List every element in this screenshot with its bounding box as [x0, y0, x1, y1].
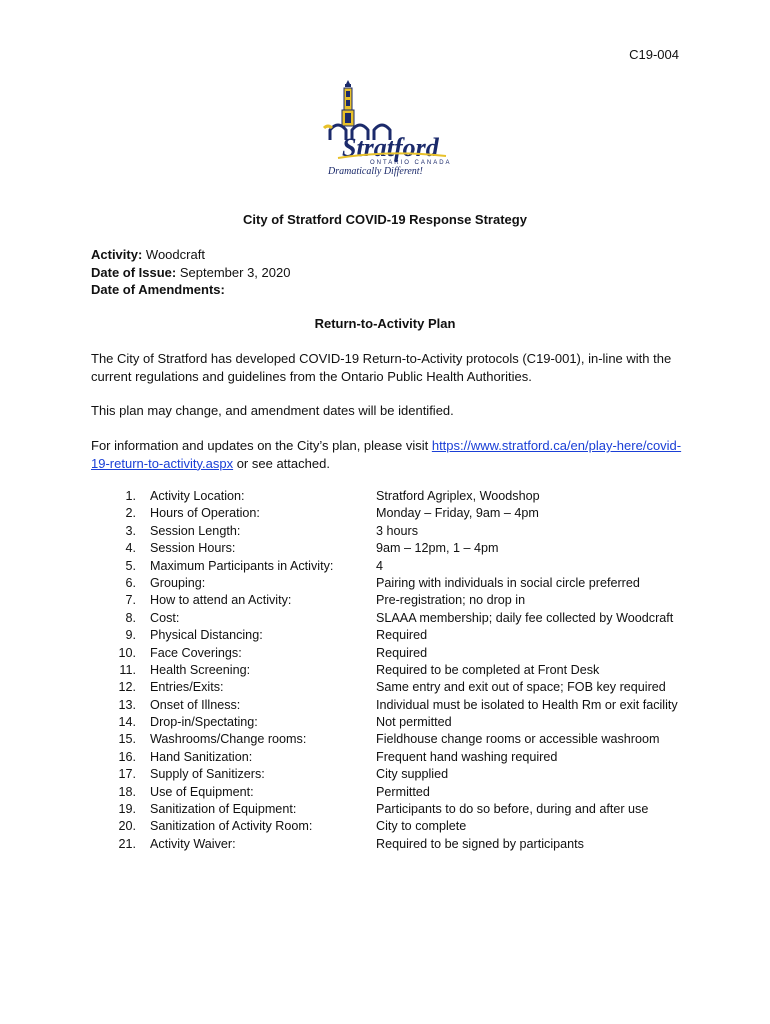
item-value: Required — [376, 628, 428, 643]
item-number: 14. — [118, 715, 136, 730]
item-value: Required to be signed by participants — [376, 836, 584, 851]
item-label: Grouping: — [150, 575, 206, 590]
item-value: Pairing with individuals in social circle preferred — [376, 575, 640, 590]
item-value: Monday – Friday, 9am – 4pm — [376, 506, 539, 521]
item-number: 5. — [125, 558, 136, 573]
item-value: Fieldhouse change rooms or accessible washroom — [376, 732, 660, 747]
list-item — [110, 505, 690, 522]
item-value: 4 — [376, 558, 384, 573]
item-label: Drop-in/Spectating: — [150, 715, 258, 730]
amendments-line — [91, 281, 290, 299]
item-label: Session Length: — [150, 523, 241, 538]
item-number: 20. — [118, 819, 136, 834]
document-title: City of Stratford COVID-19 Response Strategy — [243, 212, 527, 227]
issue-date-line — [91, 264, 290, 282]
item-number: 17. — [118, 767, 136, 782]
list-item — [110, 558, 690, 575]
item-label: Sanitization of Activity Room: — [150, 819, 313, 834]
list-item — [110, 836, 690, 853]
item-label: Activity Waiver: — [150, 836, 236, 851]
item-number: 8. — [125, 610, 136, 625]
amendments-label: Date of Amendments: — [91, 282, 225, 297]
logo-subtitle: ONTARIO CANADA — [370, 160, 452, 166]
item-value: SLAAA membership; daily fee collected by Woodcraft — [376, 610, 674, 625]
list-item — [110, 645, 690, 662]
item-number: 13. — [118, 697, 136, 712]
item-number: 21. — [118, 836, 136, 851]
item-value: Participants to do so before, during and after use — [376, 802, 649, 817]
item-number: 10. — [118, 645, 136, 660]
item-label: Hand Sanitization: — [150, 749, 253, 764]
info-text-before: For information and updates on the City’s plan, please visit — [91, 438, 432, 453]
document-meta — [91, 246, 290, 299]
issue-date-label: Date of Issue: — [91, 264, 177, 280]
list-item — [110, 801, 690, 818]
list-item — [110, 662, 690, 679]
logo-tagline: Dramatically Different! — [328, 166, 423, 177]
item-number: 16. — [118, 749, 136, 764]
document-id: C19-004 — [629, 47, 679, 62]
item-number: 4. — [125, 541, 136, 556]
item-value: Pre-registration; no drop in — [376, 593, 526, 608]
item-label: Use of Equipment: — [150, 784, 254, 799]
info-paragraph — [91, 437, 691, 472]
list-item — [110, 627, 690, 644]
item-value: Same entry and exit out of space; FOB key required — [376, 680, 666, 695]
item-number: 3. — [125, 523, 136, 538]
item-label: How to attend an Activity: — [150, 593, 292, 608]
item-value: Required — [376, 645, 428, 660]
list-item — [110, 523, 690, 540]
item-label: Cost: — [150, 610, 180, 625]
intro-paragraph: The City of Stratford has developed COVID-19 Return-to-Activity protocols (C19-001), in-line with the current regulations and guidelines from the Ontario Public Health Authorities. — [91, 351, 672, 384]
item-value: 3 hours — [376, 523, 419, 538]
issue-date-value: September 3, 2020 — [179, 264, 291, 280]
change-notice-paragraph: This plan may change, and amendment dates will be identified. — [91, 403, 454, 418]
info-text-after: or see attached. — [233, 455, 330, 471]
activity-line — [91, 246, 290, 264]
item-number: 18. — [118, 784, 136, 799]
list-item — [110, 540, 690, 557]
item-label: Entries/Exits: — [150, 680, 224, 695]
item-number: 9. — [125, 628, 136, 643]
plan-link[interactable]: https://www.stratford.ca/en/play-here/covid-19-return-to-activity.aspx — [91, 438, 682, 471]
item-value: Frequent hand washing required — [376, 749, 558, 764]
item-label: Maximum Participants in Activity: — [150, 558, 334, 573]
item-label: Face Coverings: — [150, 645, 242, 660]
list-item — [110, 575, 690, 592]
item-number: 7. — [125, 593, 136, 608]
item-number: 15. — [118, 732, 136, 747]
list-item — [110, 488, 690, 505]
item-number: 19. — [118, 802, 136, 817]
item-value: Permitted — [376, 784, 430, 799]
stratford-logo — [318, 78, 454, 178]
item-label: Washrooms/Change rooms: — [150, 732, 307, 747]
item-label: Sanitization of Equipment: — [150, 802, 297, 817]
item-number: 11. — [119, 662, 136, 677]
item-label: Supply of Sanitizers: — [150, 767, 265, 782]
item-value: 9am – 12pm, 1 – 4pm — [376, 541, 499, 556]
list-item — [110, 610, 690, 627]
item-value: Not permitted — [376, 715, 452, 730]
list-item — [110, 697, 690, 714]
list-item — [110, 784, 690, 801]
list-item — [110, 766, 690, 783]
list-item — [110, 749, 690, 766]
item-label: Activity Location: — [150, 489, 245, 503]
list-item — [110, 714, 690, 731]
logo-wordmark: Stratford — [342, 133, 439, 162]
item-number: 1. — [125, 489, 136, 503]
item-label: Health Screening: — [150, 662, 251, 677]
activity-label: Activity: — [91, 247, 143, 262]
item-number: 6. — [125, 575, 136, 590]
list-item — [110, 731, 690, 748]
activity-value: Woodcraft — [145, 247, 205, 262]
item-number: 2. — [125, 506, 136, 521]
item-number: 12. — [118, 680, 136, 695]
activity-details-list — [110, 488, 690, 853]
plan-title: Return-to-Activity Plan — [314, 316, 456, 331]
item-label: Physical Distancing: — [150, 628, 263, 643]
item-value: City to complete — [376, 819, 467, 834]
item-label: Hours of Operation: — [150, 506, 260, 521]
list-item — [110, 679, 690, 696]
item-value: Required to be completed at Front Desk — [376, 662, 600, 677]
list-item — [110, 818, 690, 835]
item-label: Session Hours: — [150, 541, 236, 556]
tower-icon — [342, 80, 354, 126]
item-value: Stratford Agriplex, Woodshop — [376, 489, 540, 503]
item-value: City supplied — [376, 767, 449, 782]
item-label: Onset of Illness: — [150, 697, 241, 712]
list-item — [110, 592, 690, 609]
item-value: Individual must be isolated to Health Rm or exit facility — [376, 697, 678, 712]
